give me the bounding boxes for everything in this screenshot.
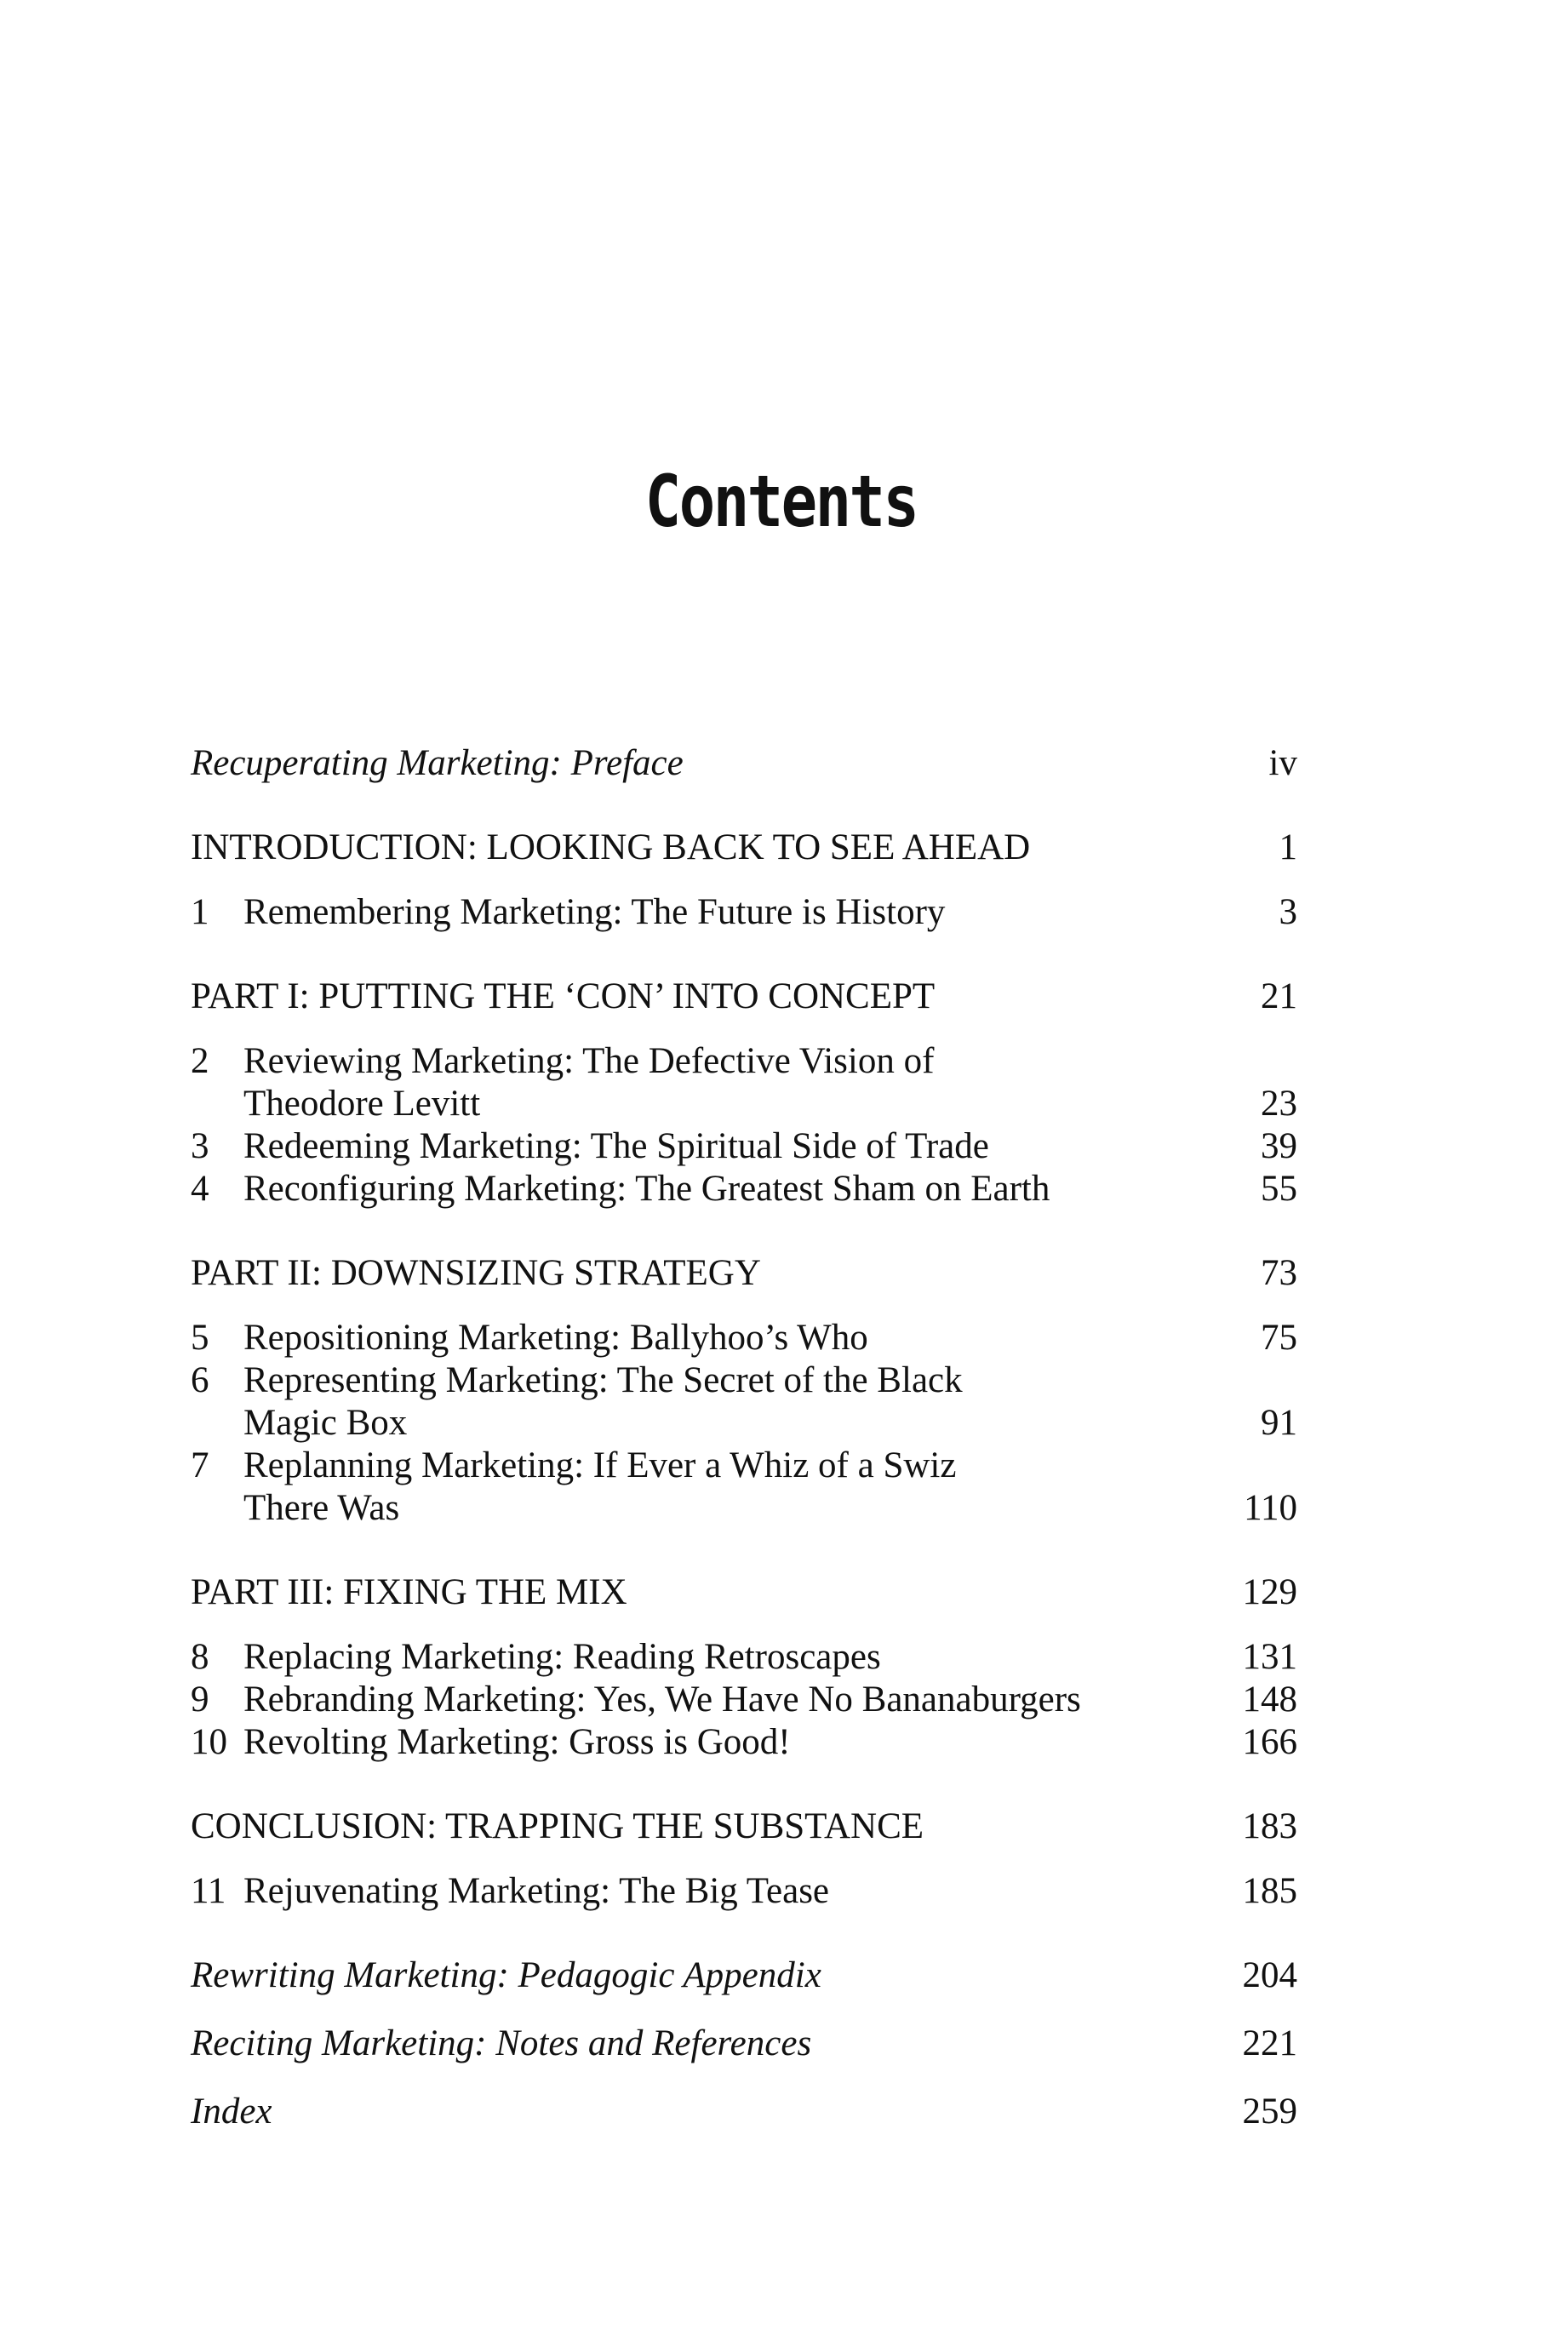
chapter-title-line-1: Representing Marketing: The Secret of the Black	[243, 1360, 963, 1400]
toc-chapter-4[interactable]	[191, 1168, 1297, 1210]
chapter-title: Reconfiguring Marketing: The Greatest Sham on Earth	[243, 1169, 1050, 1209]
chapter-title: Repositioning Marketing: Ballyhoo’s Who	[243, 1318, 868, 1358]
chapter-number: 10	[191, 1722, 227, 1762]
chapter-number: 1	[191, 892, 209, 932]
toc-index-label: Index	[191, 2092, 272, 2132]
chapter-page: 110	[1244, 1488, 1297, 1528]
chapter-page: 166	[1242, 1722, 1297, 1762]
chapter-title: Replacing Marketing: Reading Retroscapes	[243, 1637, 881, 1677]
chapter-title-line-1: Reviewing Marketing: The Defective Vision of	[243, 1041, 935, 1081]
toc-preface[interactable]	[191, 742, 1297, 785]
chapter-page: 185	[1242, 1871, 1297, 1911]
toc-part-3-page: 129	[1242, 1572, 1297, 1612]
chapter-page: 75	[1261, 1318, 1297, 1358]
toc-part-2[interactable]	[191, 1252, 1297, 1295]
chapter-number: 2	[191, 1041, 209, 1081]
chapter-page: 148	[1242, 1680, 1297, 1720]
chapter-page: 23	[1261, 1084, 1297, 1124]
table-of-contents	[191, 742, 1297, 2133]
toc-chapter-10[interactable]	[191, 1721, 1297, 1764]
toc-index-page: 259	[1242, 2092, 1297, 2132]
toc-part-1[interactable]	[191, 976, 1297, 1018]
toc-chapter-8[interactable]	[191, 1636, 1297, 1679]
chapter-number: 6	[191, 1360, 209, 1400]
toc-conclusion-label: CONCLUSION: TRAPPING THE SUBSTANCE	[191, 1806, 924, 1846]
page-title: Contents	[644, 460, 918, 543]
toc-chapter-6[interactable]	[191, 1359, 1297, 1445]
toc-part-3[interactable]	[191, 1571, 1297, 1614]
chapter-title: Revolting Marketing: Gross is Good!	[243, 1722, 791, 1762]
toc-preface-page: iv	[1268, 743, 1297, 783]
chapter-page: 55	[1261, 1169, 1297, 1209]
toc-notes-label: Reciting Marketing: Notes and References	[191, 2023, 812, 2063]
toc-appendix-page: 204	[1242, 1955, 1297, 1995]
toc-conclusion-page: 183	[1242, 1806, 1297, 1846]
toc-part-1-page: 21	[1261, 976, 1297, 1016]
chapter-page: 131	[1242, 1637, 1297, 1677]
chapter-number: 3	[191, 1126, 209, 1166]
toc-introduction-page: 1	[1279, 827, 1297, 867]
chapter-number: 4	[191, 1169, 209, 1209]
toc-chapter-1[interactable]	[191, 891, 1297, 934]
chapter-title-line-2: Theodore Levitt	[243, 1084, 481, 1124]
chapter-title: Rejuvenating Marketing: The Big Tease	[243, 1871, 830, 1911]
toc-chapter-3[interactable]	[191, 1125, 1297, 1168]
chapter-title-line-2: There Was	[243, 1488, 400, 1528]
chapter-page: 39	[1261, 1126, 1297, 1166]
chapter-title-line-2: Magic Box	[243, 1403, 408, 1443]
toc-conclusion[interactable]	[191, 1805, 1297, 1848]
chapter-number: 11	[191, 1871, 226, 1911]
toc-part-2-page: 73	[1261, 1253, 1297, 1293]
toc-appendix[interactable]	[191, 1954, 1297, 1997]
toc-part-1-label: PART I: PUTTING THE ‘CON’ INTO CONCEPT	[191, 976, 936, 1016]
chapter-page: 91	[1261, 1403, 1297, 1443]
chapter-title: Redeeming Marketing: The Spiritual Side of Trade	[243, 1126, 989, 1166]
toc-chapter-2[interactable]	[191, 1040, 1297, 1125]
toc-notes-page: 221	[1242, 2023, 1297, 2063]
chapter-number: 5	[191, 1318, 209, 1358]
chapter-number: 8	[191, 1637, 209, 1677]
toc-introduction-label: INTRODUCTION: LOOKING BACK TO SEE AHEAD	[191, 827, 1031, 867]
toc-preface-label: Recuperating Marketing: Preface	[191, 743, 684, 783]
chapter-page: 3	[1279, 892, 1297, 932]
toc-introduction[interactable]	[191, 827, 1297, 869]
chapter-title: Rebranding Marketing: Yes, We Have No Bananaburgers	[243, 1680, 1081, 1720]
toc-chapter-9[interactable]	[191, 1679, 1297, 1721]
toc-index[interactable]	[191, 2091, 1297, 2133]
toc-chapter-7[interactable]	[191, 1445, 1297, 1530]
toc-chapter-11[interactable]	[191, 1870, 1297, 1913]
toc-part-2-label: PART II: DOWNSIZING STRATEGY	[191, 1253, 761, 1293]
chapter-title: Remembering Marketing: The Future is History	[243, 892, 946, 932]
toc-chapter-5[interactable]	[191, 1317, 1297, 1359]
chapter-title-line-1: Replanning Marketing: If Ever a Whiz of a Swiz	[243, 1445, 957, 1485]
toc-notes[interactable]	[191, 2023, 1297, 2065]
toc-part-3-label: PART III: FIXING THE MIX	[191, 1572, 627, 1612]
toc-appendix-label: Rewriting Marketing: Pedagogic Appendix	[191, 1955, 821, 1995]
chapter-number: 9	[191, 1680, 209, 1720]
chapter-number: 7	[191, 1445, 209, 1485]
